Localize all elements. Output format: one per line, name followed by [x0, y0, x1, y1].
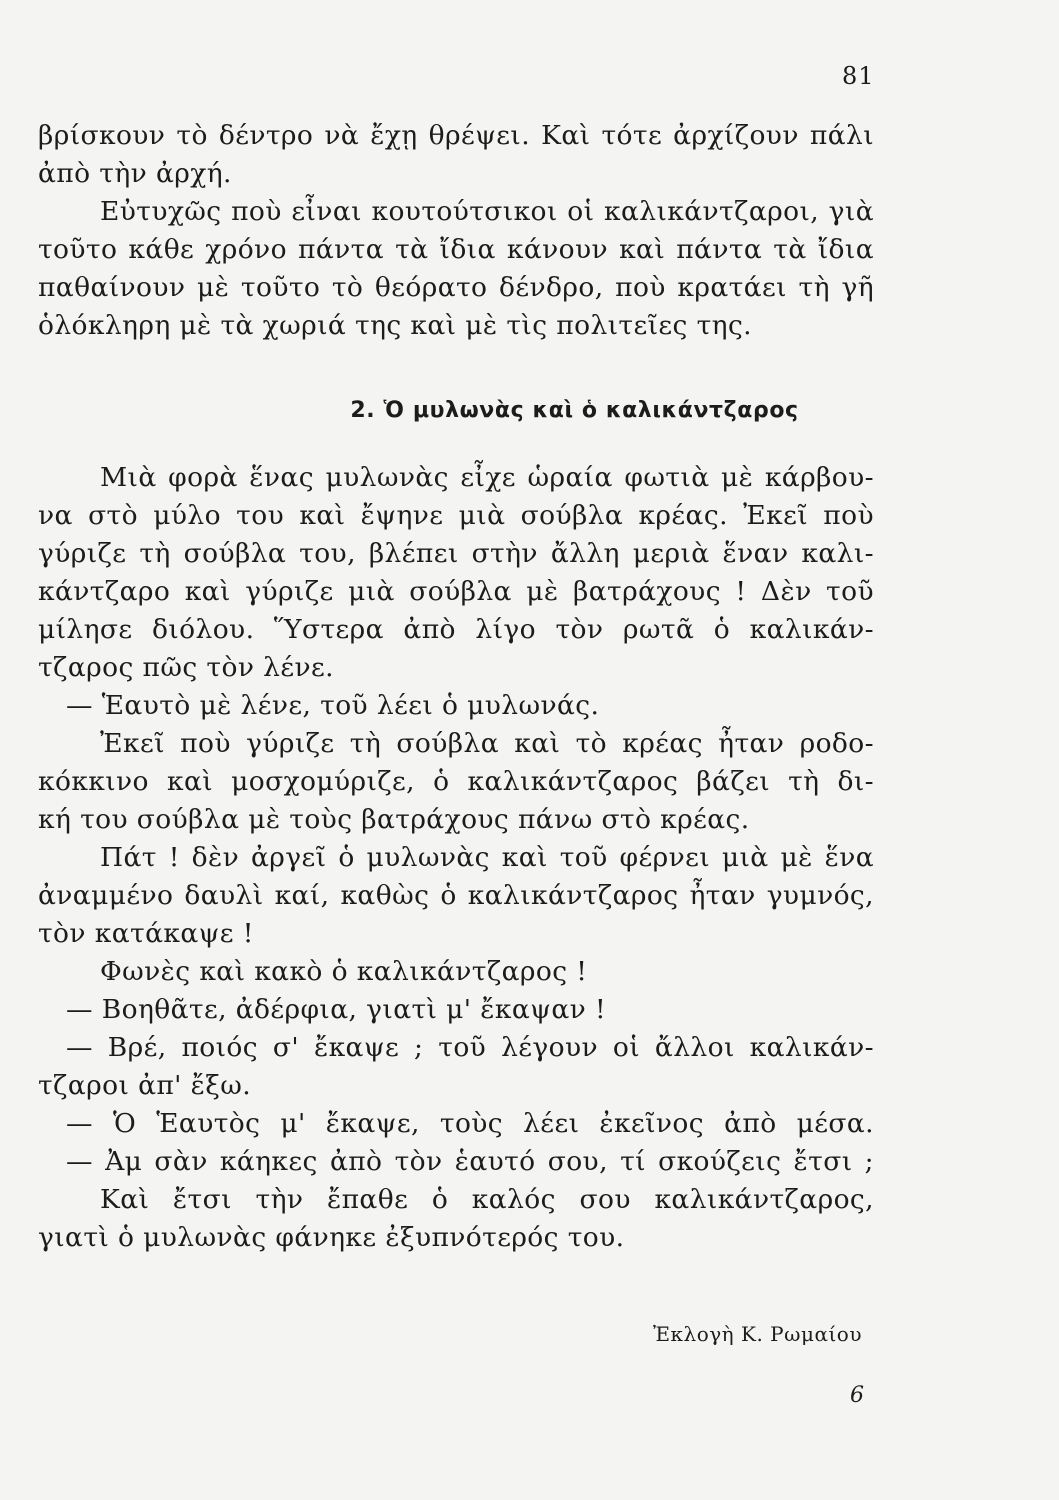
- text-line: ἀναμμένο δαυλὶ καί, καθὼς ὁ καλικάντζαρος ἦταν γυμνός,: [38, 880, 874, 911]
- text-line: ὁλόκληρη μὲ τὰ χωριά της καὶ μὲ τὶς πολιτεῖες της.: [38, 310, 753, 341]
- story-text: [38, 459, 874, 1257]
- text-line: — Ἀμ σὰν κάηκες ἀπὸ τὸν ἑαυτό σου, τί σκούζεις ἔτσι ;: [66, 1146, 874, 1177]
- text-line: Μιὰ φορὰ ἕνας μυλωνὰς εἶχε ὡραία φωτιὰ μὲ κάρβου-: [100, 462, 874, 493]
- text-line: τοῦτο κάθε χρόνο πάντα τὰ ἴδια κάνουν καὶ πάντα τὰ ἴδια: [38, 234, 874, 265]
- text-line: τὸν κατάκαψε !: [38, 918, 254, 949]
- text-line: κή του σούβλα μὲ τοὺς βατράχους πάνω στὸ κρέας.: [38, 804, 750, 835]
- page-number: 81: [842, 62, 875, 90]
- text-line: βρίσκουν τὸ δέντρο νὰ ἔχῃ θρέψει. Καὶ τότε ἀρχίζουν πάλι: [38, 120, 874, 151]
- text-line: γιατὶ ὁ μυλωνὰς φάνηκε ἐξυπνότερός του.: [38, 1222, 625, 1253]
- text-line: μίλησε διόλου. Ὕστερα ἀπὸ λίγο τὸν ρωτᾶ ὁ καλικάν-: [38, 614, 874, 645]
- text-line: γύριζε τὴ σούβλα του, βλέπει στὴν ἄλλη μεριὰ ἕναν καλι-: [38, 538, 874, 569]
- text-line: Φωνὲς καὶ κακὸ ὁ καλικάντζαρος !: [100, 956, 588, 987]
- text-line: — Ἑαυτὸ μὲ λένε, τοῦ λέει ὁ μυλωνάς.: [66, 690, 600, 721]
- signature-mark: 6: [850, 1383, 864, 1408]
- text-line: τζαροι ἀπ' ἔξω.: [38, 1070, 252, 1101]
- text-line: Πάτ ! δὲν ἀργεῖ ὁ μυλωνὰς καὶ τοῦ φέρνει μιὰ μὲ ἕνα: [100, 842, 874, 873]
- text-line: — Βοηθᾶτε, ἀδέρφια, γιατὶ μ' ἔκαψαν !: [66, 994, 607, 1025]
- section-heading: 2. Ὁ μυλωνὰς καὶ ὁ καλικάντζαρος: [350, 398, 799, 423]
- source-attribution: Ἐκλογὴ Κ. Ρωμαίου: [652, 1322, 862, 1346]
- text-line: Εὐτυχῶς ποὺ εἶναι κουτούτσικοι οἱ καλικάντζαροι, γιὰ: [100, 196, 874, 227]
- text-line: — Βρέ, ποιός σ' ἔκαψε ; τοῦ λέγουν οἱ ἄλλοι καλικάν-: [66, 1032, 874, 1063]
- text-line: Ἐκεῖ ποὺ γύριζε τὴ σούβλα καὶ τὸ κρέας ἦταν ροδο-: [100, 728, 874, 759]
- text-line: κόκκινο καὶ μοσχομύριζε, ὁ καλικάντζαρος βάζει τὴ δι-: [38, 766, 874, 797]
- text-line: κάντζαρο καὶ γύριζε μιὰ σούβλα μὲ βατράχους ! Δὲν τοῦ: [38, 576, 874, 607]
- text-line: παθαίνουν μὲ τοῦτο τὸ θεόρατο δένδρο, ποὺ κρατάει τὴ γῆ: [38, 272, 874, 303]
- text-line: να στὸ μύλο του καὶ ἔψηνε μιὰ σούβλα κρέας. Ἐκεῖ ποὺ: [38, 500, 874, 531]
- text-line: τζαρος πῶς τὸν λένε.: [38, 652, 334, 683]
- text-line: ἀπὸ τὴν ἀρχή.: [38, 158, 232, 189]
- text-line: Καὶ ἔτσι τὴν ἔπαθε ὁ καλός σου καλικάντζαρος,: [100, 1184, 874, 1215]
- text-line: — Ὁ Ἑαυτὸς μ' ἔκαψε, τοὺς λέει ἐκεῖνος ἀπὸ μέσα.: [66, 1108, 874, 1139]
- intro-paragraphs: [38, 117, 874, 345]
